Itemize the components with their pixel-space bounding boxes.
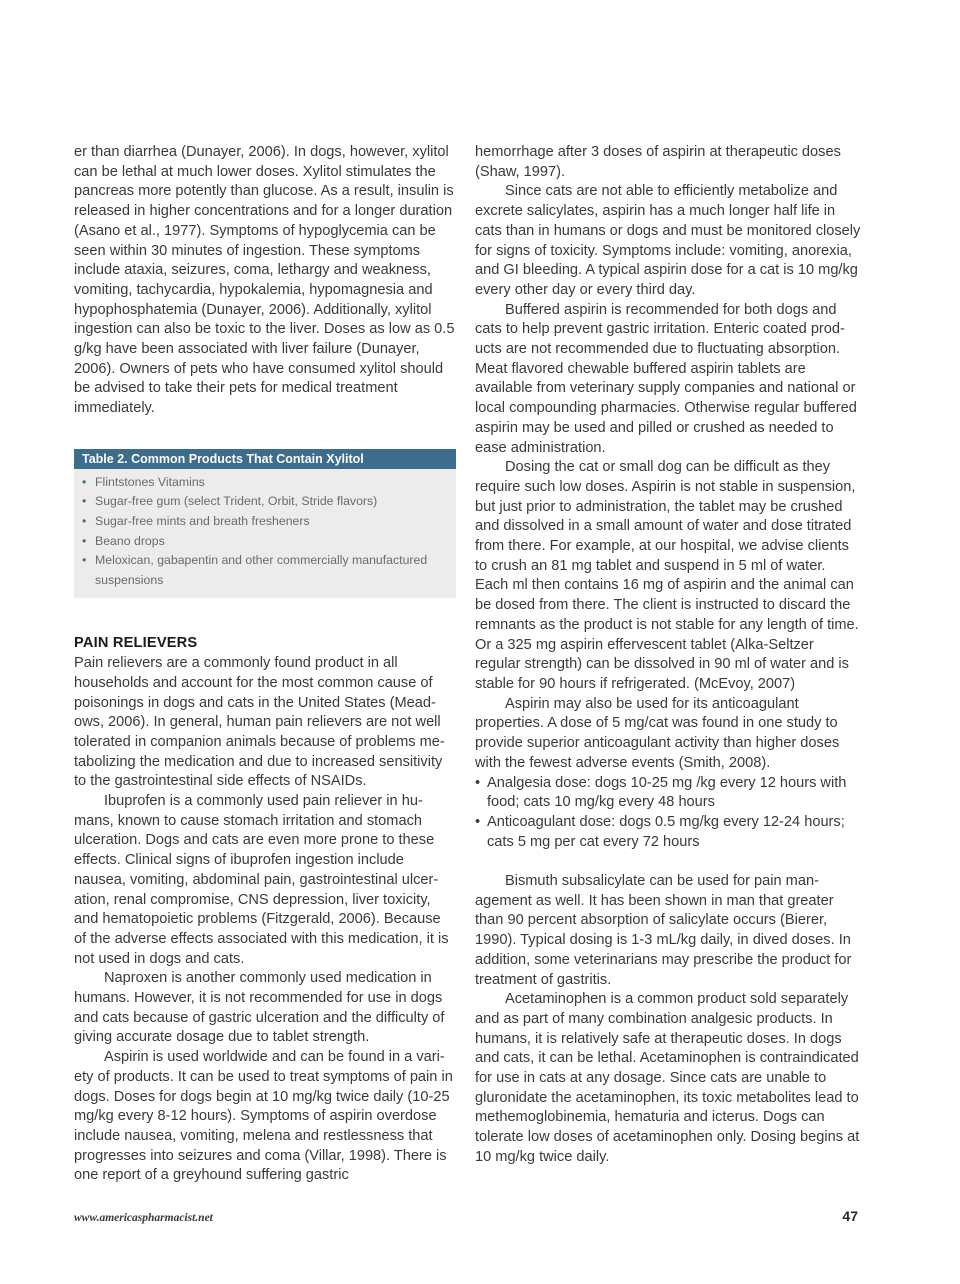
section-heading-pain-relievers: PAIN RELIEVERS (74, 635, 198, 652)
paragraph-bismuth: Bismuth subsalicylate can be used for pain management as well. It has been shown in man that greater than 90 percent absorption of salicylate occurs (Bierer, 1990). Typical dosing is 1-3 mL/kg daily, in dived doses. In addition, some veterinarians may prescribe the product for treatment of gastritis. (475, 873, 852, 988)
footer-website-link[interactable]: www.americaspharmacist.net (74, 1212, 213, 1224)
dose-list-item: • Anticoagulant dose: dogs 0.5 mg/kg every 12-24 hours; cats 5 mg per cat every 72 hours (475, 813, 861, 852)
paragraph-xylitol-dogs: er than diarrhea (Dunayer, 2006). In dogs, however, xylitol can be lethal at much lower doses. Xylitol stimulates the pancreas more potently than glucose. As a result, insulin is released in higher concentrations and for a longer duration (Asano et al., 1977). Symptoms of hypoglycemia can be seen within 30 minutes of ingestion. These symptoms include ataxia, seizures, coma, lethargy and weakness, vomiting, tachycardia, hypokalemia, hypomagnesia and hypophosphatemia (Dunayer, 2006). Additionally, xylitol ingestion can also be toxic to the liver. Doses as low as 0.5 g/kg have been associated with liver failure (Dunayer, 2006). Owners of pets who have consumed xylitol should be advised to take their pets for medical treatment immediately. (74, 144, 455, 417)
table-item: • Sugar-free mints and breath fresheners (82, 512, 448, 532)
paragraph-buffered-aspirin: Buffered aspirin is recommended for both dogs and cats to help prevent gastric irritation. Enteric coated products are not recommended due to fluctuating absorption. Meat flavored chewable buffered aspirin tablets are available from veterinary supply companies and national or local compounding pharmacies. Otherwise regular buffered aspirin may be used and pilled or crushed as needed to ease administration. (475, 301, 857, 456)
right-column (475, 143, 861, 1168)
paragraph-dosing-small-animals: Dosing the cat or small dog can be difficult as they require such low doses. Aspirin is not stable in suspension, but just prior to administration, the tablet may be crushed and dissolved in a small amount of water and dose titrated from there. For example, at our hospital, we advise clients to crush an 81 mg tablet and suspend in 5 ml of water. Each ml then contains 16 mg of aspirin and the animal can be dosed from there. The client is instructed to discard the remnants as the product is not stable for any length of time. Or a 325 mg aspirin effervescent tablet (Alka-Seltzer regular strength) can be dissolved in 90 ml of water and is stable for 90 hours if refrigerated. (McEvoy, 2007) (475, 459, 859, 692)
xylitol-products-table (74, 449, 456, 599)
paragraph-acetaminophen: Acetaminophen is a common product sold separately and as part of many combination analgesic products. In humans, it is relatively safe at therapeutic doses. In dogs and cats, it can be lethal. Acetaminophen is contraindicated for use in cats at any dosage. Since cats are unable to gluronidate the acetaminophen, its toxic metabolites lead to methemoglobinemia, hematuria and icterus. Dogs can tolerate low doses of acetaminophen only. Dosing begins at 10 mg/kg twice daily. (475, 991, 860, 1165)
paragraph-pain-relievers-intro: Pain relievers are a commonly found product in all households and account for the most common cause of poisonings in dogs and cats in the United States (Meadows, 2006). In general, human pain relievers are not well tolerated in companion animals because of problems metabolizing the medication and due to increased sensitivity to the gastrointestinal side effects of NSAIDs. (74, 655, 445, 790)
page-number: 47 (842, 1208, 858, 1224)
paragraph-anticoagulant: Aspirin may also be used for its anticoagulant properties. A dose of 5 mg/cat was found in one study to provide superior anticoagulant activity than higher doses with the fewest adverse events (Smith, 2008). (475, 695, 840, 771)
paragraph-cats-salicylates: Since cats are not able to efficiently metabolize and excrete salicylates, aspirin has a much longer half life in cats than in humans or dogs and must be monitored closely for signs of toxicity. Symptoms include: vomiting, anorexia, and GI bleeding. A typical aspirin dose for a cat is 10 mg/kg every other day or every third day. (475, 183, 861, 298)
left-column (74, 143, 456, 1186)
paragraph-greyhound-continued: hemorrhage after 3 doses of aspirin at therapeutic doses (Shaw, 1997). (475, 144, 841, 180)
table-title: Table 2. Common Products That Contain Xylitol (74, 449, 456, 469)
paragraph-aspirin: Aspirin is used worldwide and can be found in a variety of products. It can be used to treat symptoms of pain in dogs. Doses for dogs begin at 10 mg/kg twice daily (10-25 mg/kg every 8-12 hours). Symptoms of aspirin overdose include nausea, vomiting, melena and restlessness that progresses into seizures and coma (Villar, 1998). There is one report of a greyhound suffering gastric (74, 1049, 453, 1184)
paragraph-ibuprofen: Ibuprofen is a commonly used pain reliever in humans, known to cause stomach irritation and stomach ulceration. Dogs and cats are even more prone to these effects. Clinical signs of ibuprofen ingestion include nausea, vomiting, abdominal pain, gastrointestinal ulceration, renal compromise, CNS depression, liver toxicity, and hematopoietic problems (Fitzgerald, 2006). Because of the adverse effects associated with this medication, it is not used in dogs and cats. (74, 793, 449, 967)
table-item: • Flintstones Vitamins (82, 473, 448, 493)
table-item: • Beano drops (82, 532, 448, 552)
dose-list-item: • Analgesia dose: dogs 10-25 mg /kg every 12 hours with food; cats 10 mg/kg every 48 hours (475, 774, 861, 813)
table-item: • Sugar-free gum (select Trident, Orbit, Stride flavors) (82, 492, 448, 512)
table-list (74, 469, 456, 591)
table-item: • Meloxican, gabapentin and other commercially manufactured suspensions (82, 551, 448, 590)
dose-list (475, 774, 861, 853)
paragraph-naproxen: Naproxen is another commonly used medication in humans. However, it is not recommended for use in dogs and cats because of gastric ulceration and the difficulty of giving accurate dosage due to tablet strength. (74, 970, 445, 1046)
